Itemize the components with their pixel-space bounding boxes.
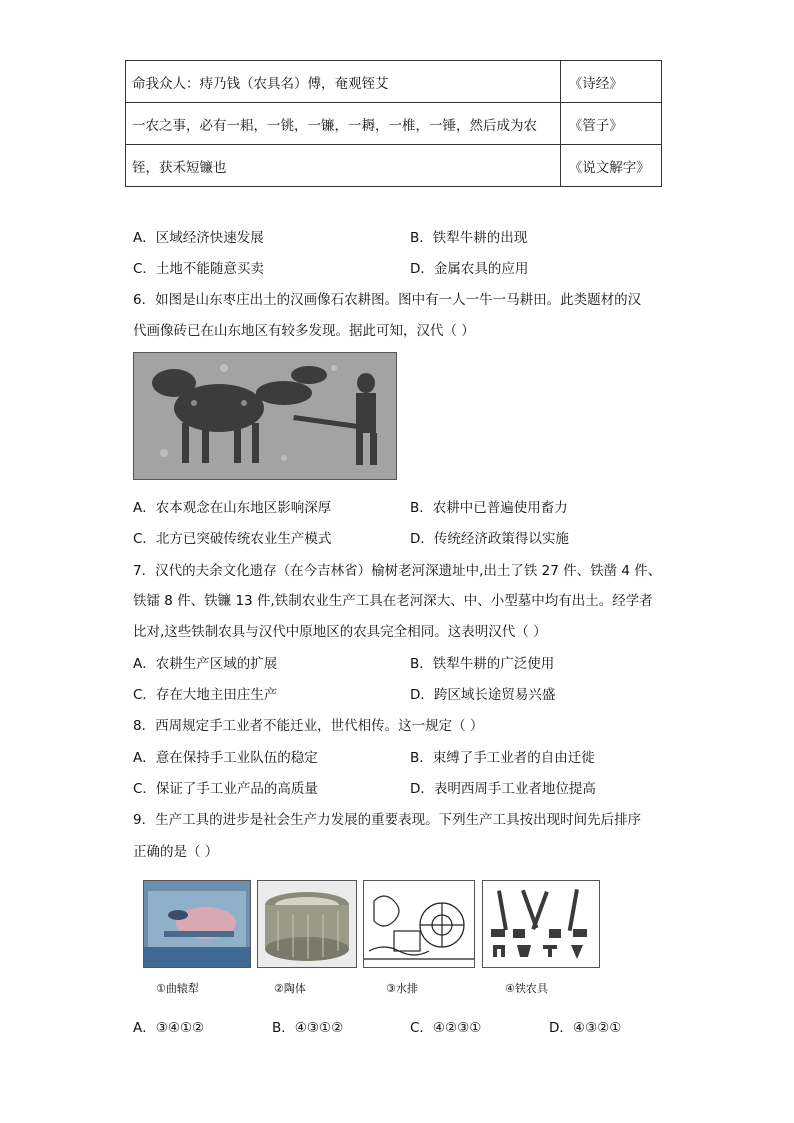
source-table [125,60,662,187]
table-row [126,61,662,103]
plow-image [143,880,251,968]
q5-option-b[interactable]: B．铁犁牛耕的出现 [410,230,528,246]
q9-option-b[interactable]: B．④③①② [272,1020,344,1036]
water-bellows-image [363,880,475,968]
q8-option-d[interactable]: D．表明西周手工业者地位提高 [410,781,596,797]
table-cell-source: 《诗经》 [560,61,661,103]
q7-option-a[interactable]: A．农耕生产区域的扩展 [133,656,278,672]
q5-option-d[interactable]: D．金属农具的应用 [410,261,529,277]
caption-mortar: ②陶体 [274,982,306,995]
q6-stem: 6．如图是山东枣庄出土的汉画像石农耕图。图中有一人一牛一马耕田。此类题材的汉 [133,292,642,308]
q6-option-c[interactable]: C．北方已突破传统农业生产模式 [133,531,332,547]
table-cell-source: 《说文解字》 [560,145,661,187]
q7-option-d[interactable]: D．跨区域长途贸易兴盛 [410,687,556,703]
q6-stem-cont: 代画像砖已在山东地区有较多发现。据此可知，汉代（ ） [133,323,475,339]
table-row [126,103,662,145]
q8-option-c[interactable]: C．保证了手工业产品的高质量 [133,781,318,797]
q9-option-c[interactable]: C．④②③① [410,1020,482,1036]
stone-mortar-image [257,880,357,968]
q6-option-a[interactable]: A．农本观念在山东地区影响深厚 [133,500,332,516]
q9-stem-cont: 正确的是（ ） [133,844,219,860]
q7-stem-cont-1: 铁镭 8 件、铁镰 13 件,铁制农业生产工具在老河深大、中、小型墓中均有出土。经学者 [133,593,653,609]
table-cell-text: 铚，获禾短镰也 [126,145,561,187]
q6-option-d[interactable]: D．传统经济政策得以实施 [410,531,569,547]
q9-option-d[interactable]: D．④③②① [549,1020,622,1036]
caption-iron-tools: ④铁农具 [505,982,548,995]
q8-stem: 8．西周规定手工业者不能迁业，世代相传。这一规定（ ） [133,718,484,734]
caption-water-bellows: ③水排 [386,982,418,995]
q8-option-a[interactable]: A．意在保持手工业队伍的稳定 [133,750,318,766]
q9-option-a[interactable]: A．③④①② [133,1020,205,1036]
q7-stem-cont-2: 比对,这些铁制农具与汉代中原地区的农具完全相同。这表明汉代（ ） [133,624,547,640]
table-cell-text: 一农之事，必有一耜，一铫，一镰，一耨，一椎，一锤，然后成为农 [126,103,561,145]
q5-option-c[interactable]: C．土地不能随意买卖 [133,261,264,277]
q9-stem: 9．生产工具的进步是社会生产力发展的重要表现。下列生产工具按出现时间先后排序 [133,812,642,828]
q8-option-b[interactable]: B．束缚了手工业者的自由迁徙 [410,750,595,766]
table-row [126,145,662,187]
q7-stem: 7．汉代的夫余文化遗存（在今吉林省）榆树老河深遗址中,出土了铁 27 件、铁凿 4 件、 [133,563,662,579]
q5-option-a[interactable]: A．区域经济快速发展 [133,230,264,246]
table-cell-source: 《管子》 [560,103,661,145]
farming-relief-image [133,352,397,480]
iron-tools-image [482,880,600,968]
q7-option-b[interactable]: B．铁犁牛耕的广泛使用 [410,656,555,672]
q7-option-c[interactable]: C．存在大地主田庄生产 [133,687,278,703]
q6-option-b[interactable]: B．农耕中已普遍使用畜力 [410,500,568,516]
table-cell-text: 命我众人：痔乃钱（农具名）傅，奄观铚艾 [126,61,561,103]
caption-plow: ①曲辕犁 [156,982,199,995]
